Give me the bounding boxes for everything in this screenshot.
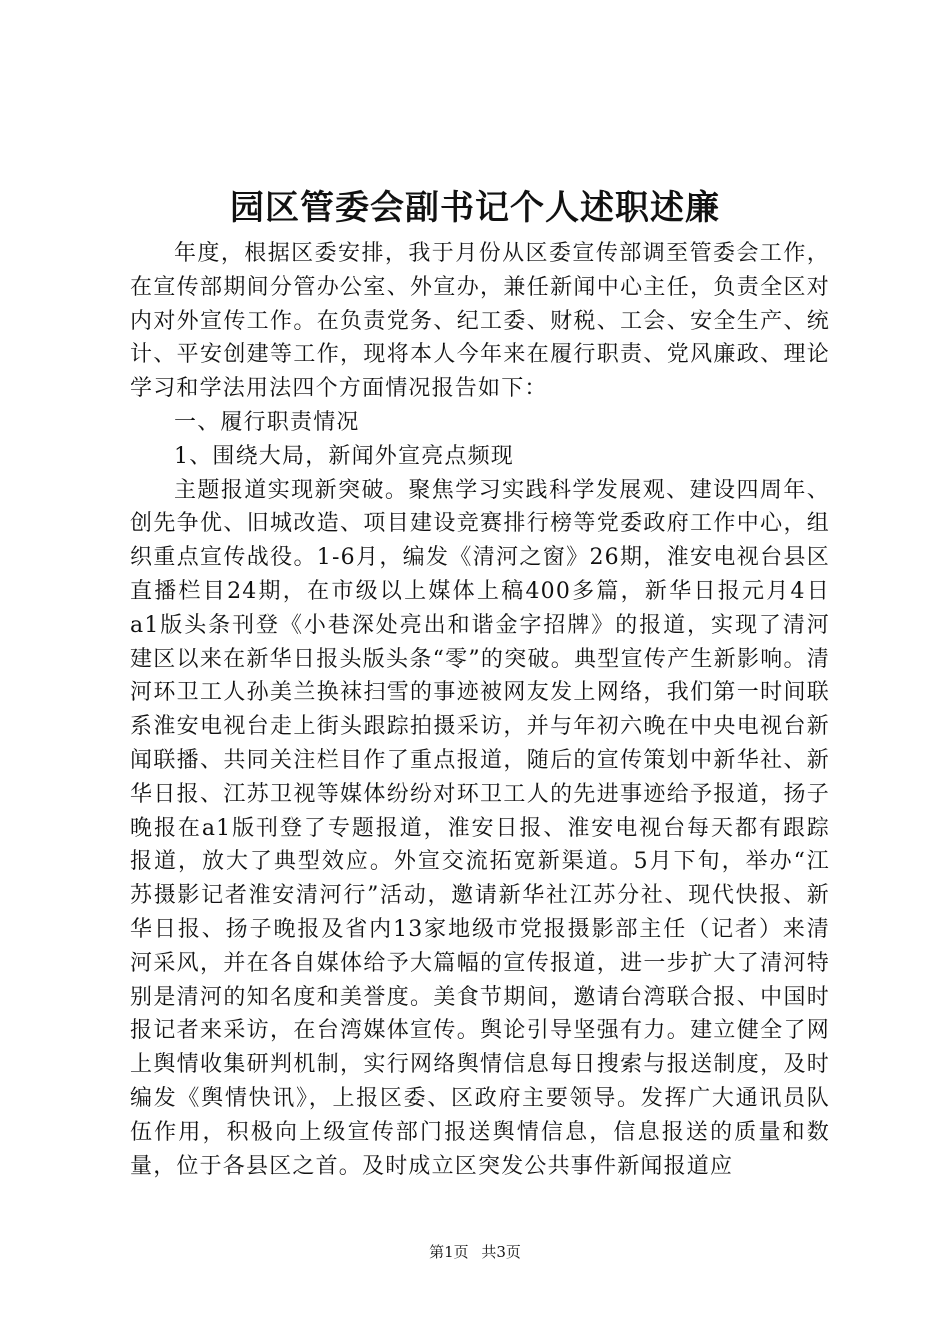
page-number: 第1页 bbox=[429, 1243, 469, 1261]
paragraph-publicity-details: 主题报道实现新突破。聚焦学习实践科学发展观、建设四周年、创先争优、旧城改造、项目建设竞赛排行榜等党委政府工作中心，组织重点宣传战役。1-6月，编发《清河之窗》26期，淮安电视台县区直播栏目24期，在市级以上媒体上稿400多篇，新华日报元月4日a1版头条刊登《小巷深处亮出和谐金字招牌》的报道，实现了清河建区以来在新华日报头版头条“零”的突破。典型宣传产生新影响。清河环卫工人孙美兰换袜扫雪的事迹被网友发上网络，我们第一时间联系淮安电视台走上街头跟踪拍摄采访，并与年初六晚在中央电视台新闻联播、共同关注栏目作了重点报道，随后的宣传策划中新华社、新华日报、江苏卫视等媒体纷纷对环卫工人的先进事迹给予报道，扬子晚报在a1版刊登了专题报道，淮安日报、淮安电视台每天都有跟踪报道，放大了典型效应。外宣交流拓宽新渠道。5月下旬，举办“江苏摄影记者淮安清河行”活动，邀请新华社江苏分社、现代快报、新华日报、扬子晚报及省内13家地级市党报摄影部主任（记者）来清河采风，并在各自媒体给予大篇幅的宣传报道，进一步扩大了清河特别是清河的知名度和美誉度。美食节期间，邀请台湾联合报、中国时报记者来采访，在台湾媒体宣传。舆论引导坚强有力。建立健全了网上舆情收集研判机制，实行网络舆情信息每日搜索与报送制度，及时编发《舆情快讯》，上报区委、区政府主要领导。发挥广大通讯员队伍作用，积极向上级宣传部门报送舆情信息，信息报送的质量和数量，位于各县区之首。及时成立区突发公共事件新闻报道应 bbox=[130, 477, 830, 1179]
subsection-heading-publicity: 1、围绕大局，新闻外宣亮点频现 bbox=[174, 443, 514, 469]
page-footer bbox=[0, 1242, 950, 1262]
section-heading-duties: 一、履行职责情况 bbox=[174, 409, 360, 435]
document-title: 园区管委会副书记个人述职述廉 bbox=[230, 188, 720, 228]
document-body bbox=[130, 237, 830, 1183]
paragraph-intro: 年度，根据区委安排，我于月份从区委宣传部调至管委会工作，在宣传部期间分管办公室、外宣办，兼任新闻中心主任，负责全区对内对外宣传工作。在负责党务、纪工委、财税、工会、安全生产、统计、平安创建等工作，现将本人今年来在履行职责、党风廉政、理论学习和学法用法四个方面情况报告如下： bbox=[130, 241, 830, 402]
page-total: 共3页 bbox=[481, 1243, 521, 1261]
